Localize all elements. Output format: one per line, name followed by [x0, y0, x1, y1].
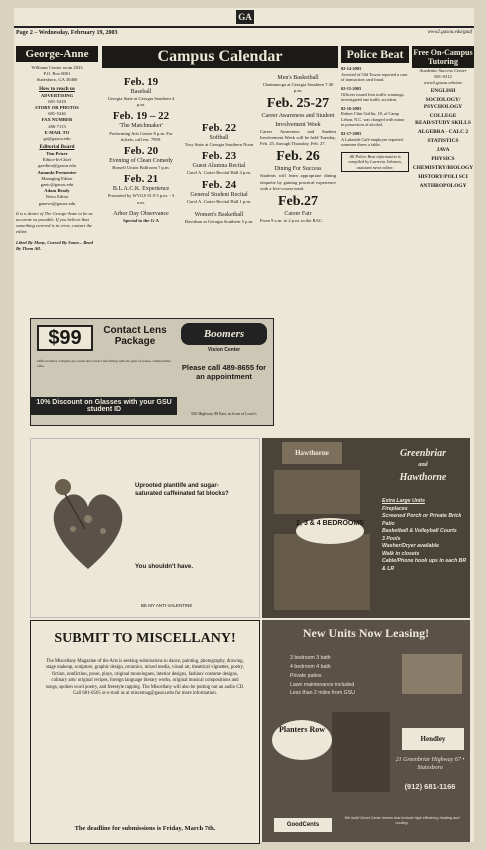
- police-beat-title: Police Beat: [341, 46, 409, 63]
- event-date: Feb. 22: [201, 122, 237, 134]
- page-url: www2.gasou.edu/gaaf: [427, 30, 472, 35]
- event-detail: Promoted by WVGS 91.9 5 p.m. - 3 a.m.: [107, 193, 175, 205]
- board-header: Editorial Board: [39, 144, 75, 151]
- contact-lens-ad: [30, 318, 274, 426]
- police-entry: A Lakeside Café employee reported someone threw a table.: [341, 136, 403, 148]
- calendar-column-1: [104, 74, 178, 224]
- boomers-sub: Vision Center: [207, 347, 241, 353]
- greenbriar-ad: [262, 438, 470, 618]
- resident-photo: [332, 712, 390, 792]
- police-entry: Arrested of Old Towne reported a case of transaction card fraud.: [341, 71, 408, 83]
- tutoring-url[interactable]: www2.gasou.edu/asc: [423, 79, 463, 85]
- hendley-phone: (912) 681-1166: [404, 782, 456, 791]
- event-detail: Chattanooga at Georgia Southern 7:30 p.m.: [262, 82, 334, 94]
- amenity-item: Screened Porch or Private Brick Patio: [382, 513, 462, 527]
- contact-value: 486-7113: [48, 123, 66, 129]
- event-detail: Russell Union Ballroom 7 p.m.: [112, 165, 170, 171]
- event-date: Feb. 19: [123, 76, 159, 88]
- police-beat: [341, 46, 409, 308]
- event-title: Dining For Success: [274, 166, 322, 173]
- tutoring-subject: ENGLISH: [430, 87, 456, 94]
- event-date: Feb. 20: [123, 144, 159, 157]
- page-label: Page 2 – Wednesday, February 19, 2003: [16, 30, 118, 36]
- goodcents-logo: GoodCents: [274, 818, 332, 832]
- hawthorne-logo: Hawthorne: [282, 442, 342, 464]
- valentine-headline: Uprooted plantlife and sugar-saturated caffeinated fat blocks?: [135, 483, 229, 497]
- tutoring-subject: PHYSICS: [431, 156, 455, 163]
- event-date: Feb. 21: [123, 173, 159, 186]
- ad-title: Contact Lens Package: [103, 325, 167, 347]
- police-date: 02-17-2003: [341, 130, 362, 136]
- unit-item: 3 bedroom 3 bath: [290, 655, 331, 661]
- ad-call: Please call 489-8655 for an appointment: [181, 363, 267, 382]
- event-date: Feb. 25-27: [266, 96, 330, 112]
- event-detail: Carol A. Carter Recital Hall 4 p.m.: [186, 170, 252, 176]
- police-credit: All Police Beat information is compiled by Lucrecia Johnson, assistant news editor.: [341, 152, 409, 173]
- apartment-photo: [274, 470, 360, 514]
- event-detail: Career Awareness and Student Involvement Week will be held Tuesday, Feb. 25, through Thursday, Feb. 27.: [260, 128, 336, 147]
- tutoring-subject: ANTHROPOLOGY: [419, 183, 467, 190]
- miscellany-ad: [30, 620, 260, 844]
- reach-header: How to reach us: [39, 85, 75, 92]
- board-email[interactable]: gaeditor@gasou.edu: [38, 163, 76, 169]
- house-photo: [402, 654, 462, 694]
- amenity-item: Walk in closets: [382, 550, 420, 557]
- masthead-column: [16, 46, 98, 308]
- calendar-title: Campus Calendar: [102, 46, 338, 68]
- ad-discount: 10% Discount on Glasses with your GSU student ID: [31, 397, 177, 415]
- contact-value[interactable]: ga@gasou.edu: [43, 135, 71, 141]
- new-units-ad: [262, 620, 470, 842]
- greenbriar-and: and: [418, 462, 428, 468]
- unit-item: Private patios: [290, 672, 322, 679]
- greenbriar-name-2: Hawthorne: [399, 472, 447, 483]
- unit-item: Lawn maintenance included: [290, 681, 355, 688]
- tutoring-subject: COLLEGE READ/STUDY SKILLS: [415, 112, 471, 126]
- event-title: Women's Basketball: [194, 211, 244, 218]
- event-title: Men's Basketball: [277, 75, 319, 81]
- board-name: Tim Prizer: [46, 151, 68, 157]
- event-title: Softball: [209, 135, 229, 141]
- masthead-name: George-Anne: [16, 46, 98, 62]
- miscellany-title: SUBMIT TO MISCELLANY!: [54, 631, 236, 646]
- amenity-item: Fireplaces: [382, 505, 408, 512]
- goodcents-text: We build Good Cents homes that include high efficiency heating and cooling.: [344, 816, 460, 825]
- accuracy-note: It is a desire of The George-Anne to be as accurate as possible. If you believe that something covered is in error, contact the editor.: [16, 210, 93, 235]
- event-date: Feb. 24: [201, 178, 237, 191]
- hendley-address: 21 Greenbriar Highway 67 • Statesboro: [395, 757, 465, 772]
- ad-price: $99: [37, 325, 93, 351]
- event-detail: Special to the G-A: [123, 217, 159, 223]
- board-name: Amanda Permenter: [37, 169, 77, 175]
- event-title: Arbor Day Observance: [113, 210, 169, 217]
- event-detail: Davidson at Georgia Southern 5 p.m.: [184, 218, 254, 224]
- tutoring-title: Free On-Campus Tutoring: [413, 48, 473, 66]
- event-title: General Student Recital: [190, 191, 248, 198]
- amenity-item: Washer/Dryer available: [382, 543, 439, 550]
- event-detail: Troy State at Georgia Southern Noon: [184, 142, 254, 148]
- amenity-item: Cable/Phone hook ups in each BR & LR: [382, 558, 467, 572]
- amenities-list: [382, 498, 468, 573]
- contact-label: ADVERTISING: [40, 92, 74, 98]
- event-title: B.L.A.C.K. Experience: [112, 186, 170, 193]
- tutoring-subject: ALGEBRA - CALC 2: [417, 128, 469, 135]
- page-header-text: [14, 8, 474, 36]
- bedrooms-badge: 2, 3 & 4 BEDROOMS: [296, 518, 364, 544]
- event-title: 'The Matchmaker': [119, 123, 163, 130]
- event-title: Baseball: [130, 89, 152, 95]
- tutoring-phone: 681-0312: [434, 73, 452, 79]
- board-role: Managing Editor: [41, 175, 73, 181]
- event-detail: From 9 a.m. to 2 p.m. in the RAC.: [260, 217, 324, 223]
- amenity-item: 3 Pools: [382, 535, 401, 542]
- event-title: Career Awareness and Student Involvement Week: [261, 113, 335, 128]
- contact-label: FAX NUMBER: [41, 117, 73, 123]
- police-date: 02-14-2003: [341, 66, 362, 72]
- police-entry: Officers issued four traffic warnings, investigated one traffic accident.: [341, 91, 405, 103]
- board-email[interactable]: ganews@gasou.edu: [38, 200, 76, 206]
- miscellany-body: The Miscellany Magazine of the Arts is seeking submissions in dance, painting, photography, drawing, stage makeup, sculpture, graphic design, ceramics, mixed media, visual art, theatrical vignettes, poetry, fiction, nonfiction, prose, plays, original monologues, interior designs, fashion/ costume designs, culinary arts/ original recipes, foreign language literary works, original musical compositions and songs, spoken word poetry, and freestyle rapping. The Miscellany will also be putting out an audio CD. Call 681-0565 or e-mail us at miscemag@gasou.edu for more information.: [45, 659, 245, 697]
- tutoring-column: [412, 46, 474, 308]
- boomers-logo: Boomers: [181, 323, 267, 345]
- event-date: Feb.27: [277, 193, 319, 209]
- event-date: Feb. 19 – 22: [112, 110, 170, 123]
- miscellany-deadline: The deadline for submissions is Friday, March 7th.: [74, 825, 216, 832]
- new-units-list: [290, 654, 410, 698]
- tutoring-subject: CHEMISTRY/BIOLOGY: [412, 165, 474, 172]
- new-units-title: New Units Now Leasing!: [302, 626, 430, 640]
- amenity-item: Basketball & Volleyball Courts: [382, 528, 457, 535]
- tutoring-subject: STATISTICS: [427, 138, 459, 144]
- board-email[interactable]: gaeic@gasou.edu: [40, 182, 74, 188]
- greenbriar-name-1: Greenbriar: [399, 448, 447, 459]
- event-title: Guest Alumna Recital: [192, 163, 246, 170]
- ga-logo: GA: [236, 10, 254, 24]
- police-date: 02-16-2003: [341, 105, 362, 111]
- planters-row-logo: Planters Row: [272, 720, 332, 760]
- masthead-line: P.O. Box 8001: [43, 71, 71, 77]
- contact-value: 681-5418: [48, 98, 66, 104]
- tutoring-subject: SOCIOLOGY/ PSYCHOLOGY: [423, 96, 463, 110]
- masthead-line: Williams Center room 2023: [31, 65, 83, 70]
- event-title: Evening of Clean Comedy: [109, 157, 173, 164]
- heart-rose-icon: [43, 469, 133, 579]
- tutoring-sub: Academic Success Center: [419, 68, 467, 73]
- campus-calendar: [102, 46, 338, 308]
- greenbriar-name: [380, 446, 466, 485]
- residents-photo: [274, 534, 370, 610]
- amenities-header: Extra Large Units: [382, 498, 425, 504]
- police-date: 02-15-2003: [341, 85, 362, 91]
- contact-value: 681-5246: [48, 111, 66, 117]
- event-detail: Carol A. Carter Recital Hall 1 p.m.: [186, 198, 252, 204]
- unit-item: Less than 2 miles from GSU: [290, 690, 355, 697]
- ad-address: 820 Highway 80 East, in front of Lowe's: [191, 411, 257, 416]
- event-detail: Performing Arts Center 8 p.m. For tickets, call ext. 7999.: [109, 130, 173, 142]
- board-role: News Editor: [45, 194, 69, 200]
- event-detail: Students will learn appropriate dining etiquette by gaining practical experience with a five-course meal.: [260, 173, 336, 191]
- masthead-line: Statesboro, GA 30460: [36, 77, 78, 83]
- event-date: Feb. 23: [201, 150, 237, 163]
- ad-fine-print: Offer includes complete eye exam and contact lens fitting with six pairs of lenses. Limited time offer.: [37, 359, 171, 368]
- hendley-logo: Hendley: [402, 728, 464, 750]
- tutoring-subject: JAVA: [436, 147, 450, 154]
- board-name: Adam Brady: [44, 188, 70, 194]
- unit-item: 4 bedroom 4 bath: [290, 663, 331, 670]
- event-title: Career Fair: [284, 210, 312, 217]
- contact-label: STORY OR PHOTOS: [35, 104, 79, 110]
- contact-label: E-MAIL TO: [44, 129, 70, 135]
- calendar-column-3: [260, 74, 336, 224]
- event-detail: Georgia State at Georgia Southern 4 p.m.: [107, 96, 175, 108]
- anti-valentine-ad: [30, 438, 260, 618]
- newspaper-page: [14, 8, 474, 842]
- board-role: Editor-In-Chief: [42, 157, 72, 163]
- valentine-should: You shouldn't have.: [135, 563, 194, 570]
- event-date: Feb. 26: [276, 149, 320, 165]
- tutoring-subject: HISTORY/POLI SCI: [418, 174, 468, 181]
- tagline: Liked By Many, Cursed By Some... Read By Them All.: [16, 239, 93, 251]
- calendar-column-2: [182, 74, 256, 225]
- valentine-footer: BE MY ANTI-VALENTINE: [141, 603, 193, 608]
- police-entry: Robert Clint Griffin, 18, of Camp Lehon, N.C. was charged with minor in possession of alcohol.: [341, 111, 405, 128]
